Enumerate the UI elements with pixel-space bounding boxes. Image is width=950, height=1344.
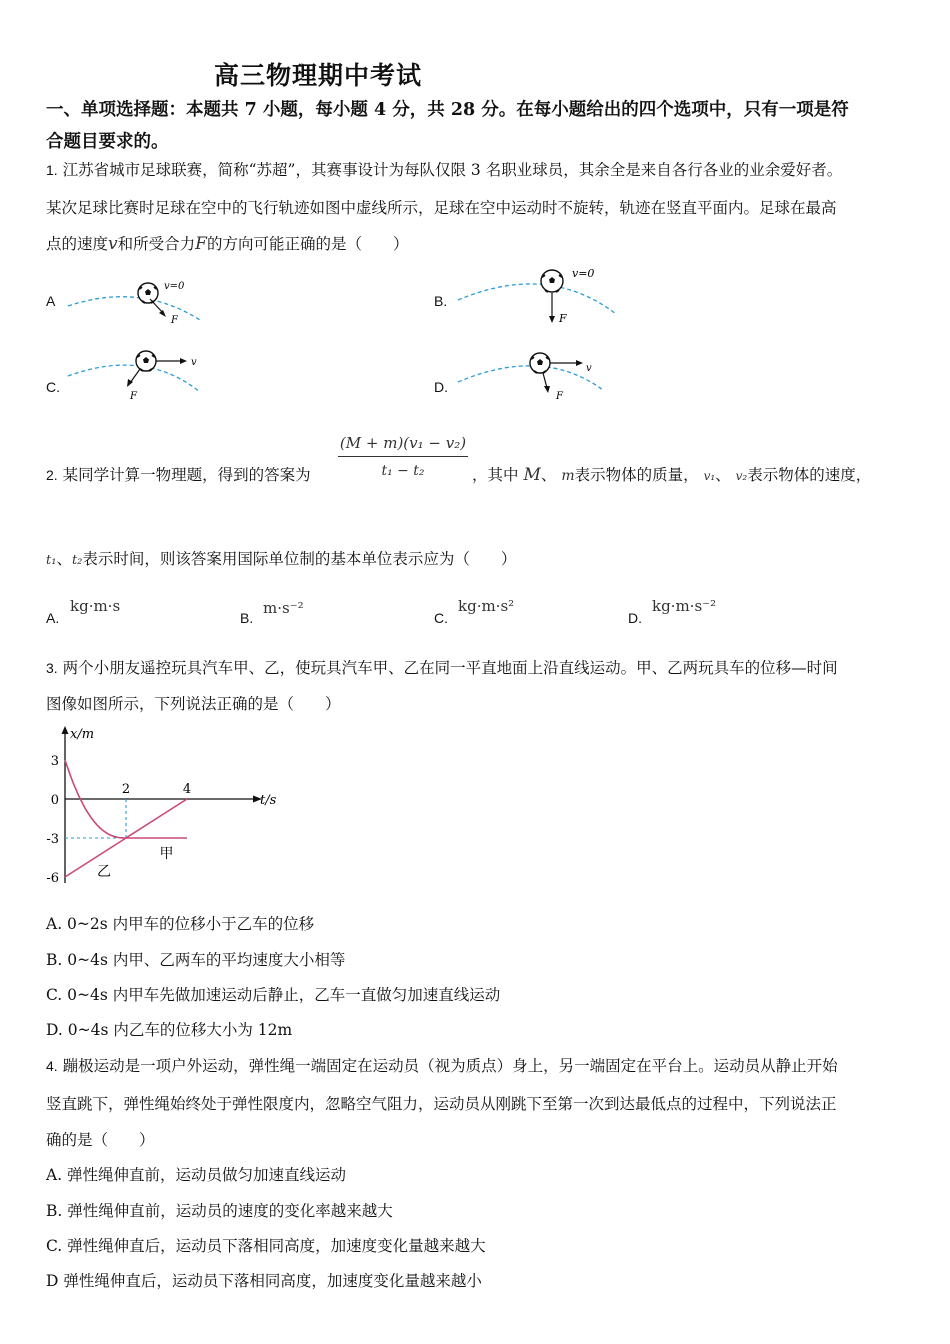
y-tick-label: 3 [50, 754, 59, 769]
q2-sym-t1: t₁ [46, 553, 57, 568]
force-arrow [543, 373, 547, 388]
q2-fraction-denominator: t₁ − t₂ [381, 463, 425, 479]
q1-line2: 某次足球比赛时足球在空中的飞行轨迹如图中虚线所示，足球在空中运动时不旋转，轨迹在竖直平面内。足球在最高 [46, 199, 837, 217]
trajectory-dashed-line [458, 366, 603, 390]
q1-option-c-label[interactable]: C. [46, 379, 60, 395]
q2-line2 [46, 547, 516, 569]
xt-graph [40, 722, 300, 900]
velocity-label: v=0 [572, 267, 595, 280]
q1-option-d-figure [448, 344, 618, 406]
q1-text-1: 江苏省城市足球联赛，简称“苏超”，其赛事设计为每队仅限 3 名职业球员，其余全是来自各行各业的业余爱好者。 [62, 161, 843, 179]
q3-number: 3. [46, 660, 58, 676]
q2-option-a-label[interactable]: A. [46, 610, 60, 626]
q1-line3 [46, 232, 408, 254]
q2-text-a: 某同学计算一物理题，得到的答案为 [62, 466, 311, 484]
q2-line1 [46, 463, 311, 485]
q4-line1 [46, 1054, 838, 1076]
y-tick-label: 0 [50, 793, 59, 808]
q1-line3-c: 的方向可能正确的是（ ） [206, 235, 409, 253]
x-tick-label: 2 [121, 782, 131, 797]
velocity-label: v=0 [164, 281, 185, 292]
q1-option-b-label[interactable]: B. [434, 293, 448, 309]
q2-sym-M: M [523, 465, 541, 485]
page-title: 高三物理期中考试 [214, 61, 423, 90]
series-yi-label: 乙 [97, 864, 112, 880]
soccer-ball-icon [530, 353, 550, 373]
q1-number: 1. [46, 162, 58, 178]
q2-text-e: 表示时间，则该答案用国际单位制的基本单位表示应为（ ） [82, 550, 517, 568]
q2-text-b: ，其中 [472, 466, 519, 484]
q1-line3-a: 点的速度 [46, 235, 109, 253]
q4-line3: 确的是（ ） [46, 1131, 155, 1149]
q2-option-b-expr: m·s⁻² [263, 599, 304, 617]
q2-sep3: 、 [56, 550, 72, 568]
q1-line3-b: 和所受合力 [117, 235, 196, 253]
force-label: F [559, 312, 567, 325]
q2-sym-m: m [561, 468, 575, 484]
y-axis-label: x/m [70, 727, 95, 742]
q3-line1 [46, 656, 838, 678]
q1-sym-v: v [108, 234, 118, 254]
q1-option-d-label[interactable]: D. [434, 379, 448, 395]
q2-text-c: 表示物体的质量， [574, 466, 699, 484]
q1-line1 [46, 158, 842, 180]
force-label: F [556, 391, 563, 402]
force-label: F [171, 315, 178, 326]
q2-option-c-expr: kg·m·s² [458, 597, 515, 615]
y-axis-arrow [62, 726, 69, 734]
q3-option-b[interactable]: B. 0~4s 内甲、乙两车的平均速度大小相等 [46, 951, 346, 969]
y-tick-label: -3 [46, 832, 59, 847]
trajectory-dashed-line [68, 365, 200, 392]
q2-option-c-label[interactable]: C. [434, 610, 448, 626]
q2-text-d: 表示物体的速度， [747, 466, 872, 484]
q4-line2: 竖直跳下，弹性绳始终处于弹性限度内，忽略空气阻力，运动员从刚跳下至第一次到达最低点的过程中，下列说法正 [46, 1095, 837, 1113]
velocity-label: v [191, 357, 197, 368]
q2-sym-v1: v₁ [703, 469, 716, 483]
y-tick-label: -6 [46, 871, 59, 886]
trajectory-dashed-line [458, 284, 616, 314]
q4-option-b[interactable]: B. 弹性绳伸直前，运动员的速度的变化率越来越大 [46, 1202, 393, 1220]
q2-fraction [336, 434, 470, 479]
trajectory-dashed-line [68, 297, 200, 320]
q1-option-c-figure [60, 344, 210, 406]
q2-sym-v2: v₂ [735, 469, 748, 483]
force-label: F [130, 391, 137, 402]
x-axis-label: t/s [260, 793, 277, 808]
series-jia-label: 甲 [159, 846, 174, 862]
q2-sep2: 、 [715, 466, 731, 484]
soccer-ball-icon [136, 351, 156, 371]
q4-number: 4. [46, 1058, 58, 1074]
force-arrow [130, 369, 140, 383]
velocity-label: v [586, 363, 592, 374]
soccer-ball-icon [138, 283, 158, 303]
q4-option-c[interactable]: C. 弹性绳伸直后，运动员下落相同高度，加速度变化量越来越大 [46, 1237, 486, 1255]
q2-line1-rest [472, 463, 871, 485]
q1-option-b-figure [448, 262, 628, 332]
q2-option-b-label[interactable]: B. [240, 610, 254, 626]
q3-line2: 图像如图所示，下列说法正确的是（ ） [46, 695, 341, 713]
q4-text-1: 蹦极运动是一项户外运动，弹性绳一端固定在运动员（视为质点）身上，另一端固定在平台上。运动员从静止开始 [62, 1057, 838, 1075]
q3-option-a[interactable]: A. 0~2s 内甲车的位移小于乙车的位移 [46, 915, 315, 933]
section-heading-line2: 合题目要求的。 [46, 132, 169, 152]
q3-option-c[interactable]: C. 0~4s 内甲车先做加速运动后静止，乙车一直做匀加速直线运动 [46, 986, 501, 1004]
q4-option-d[interactable]: D 弹性绳伸直后，运动员下落相同高度，加速度变化量越来越小 [46, 1272, 482, 1290]
q1-option-a-label[interactable]: A [46, 293, 56, 309]
q1-sym-f: F [195, 234, 207, 254]
q2-number: 2. [46, 467, 58, 483]
q1-option-a-figure [60, 272, 210, 332]
q2-fraction-numerator: (M + m)(v₁ − v₂) [339, 434, 467, 452]
q2-option-a-expr: kg·m·s [70, 597, 121, 615]
q3-text-1: 两个小朋友遥控玩具汽车甲、乙，使玩具汽车甲、乙在同一平直地面上沿直线运动。甲、乙两玩具车的位移—时间 [62, 659, 838, 677]
q2-option-d-label[interactable]: D. [628, 610, 642, 626]
soccer-ball-icon [541, 270, 563, 292]
section-heading-line1: 一、单项选择题：本题共 7 小题，每小题 4 分，共 28 分。在每小题给出的四个选项中，只有一项是符 [46, 100, 849, 120]
q4-option-a[interactable]: A. 弹性绳伸直前，运动员做匀加速直线运动 [46, 1166, 347, 1184]
x-tick-label: 4 [182, 782, 192, 797]
q2-sym-t2: t₂ [71, 553, 83, 568]
q2-sep1: 、 [540, 466, 557, 484]
q2-option-d-expr: kg·m·s⁻² [652, 597, 717, 615]
q3-option-d[interactable]: D. 0~4s 内乙车的位移大小为 12m [46, 1021, 293, 1039]
